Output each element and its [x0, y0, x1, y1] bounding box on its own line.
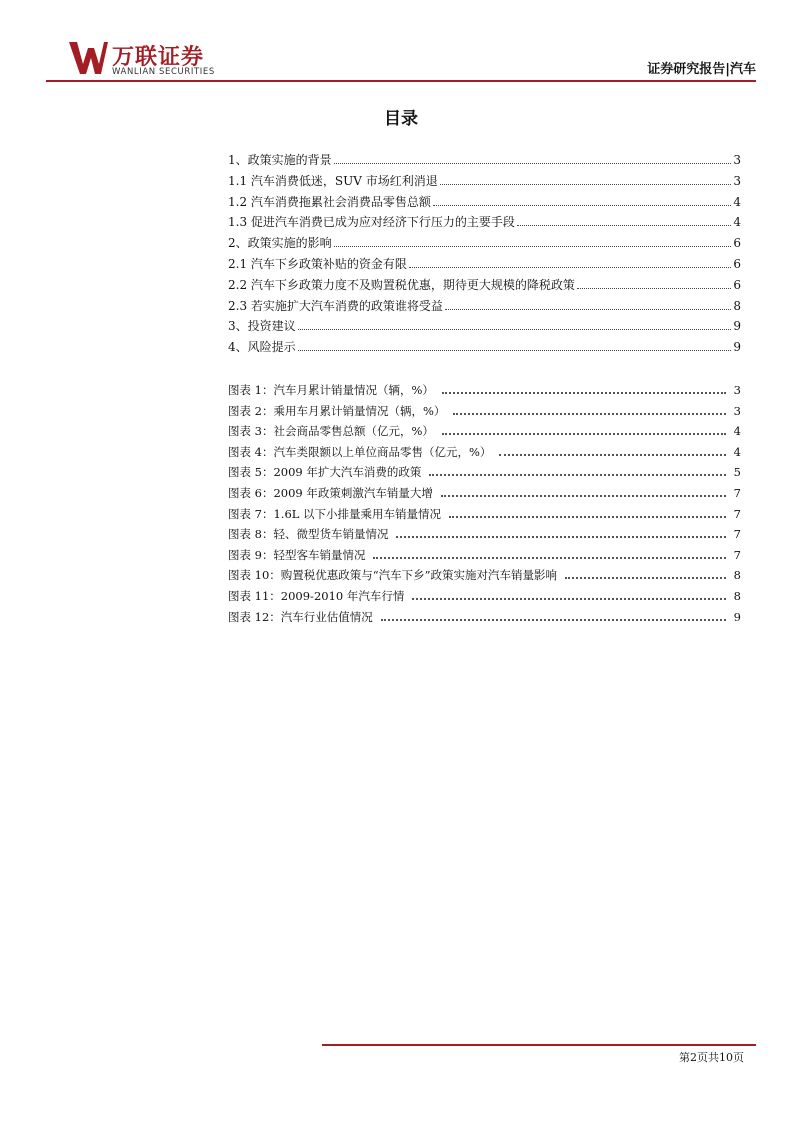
dot-leader — [565, 577, 726, 579]
figure-entry-page: 9 — [733, 609, 741, 624]
toc-entry-label: 1、政策实施的背景 — [228, 153, 332, 167]
dot-leader — [433, 205, 731, 206]
figure-entry-label: 图表 5：2009 年扩大汽车消费的政策 — [228, 465, 422, 480]
figure-entry[interactable] — [228, 462, 741, 483]
figure-entry[interactable] — [228, 380, 741, 401]
figure-entry-label: 图表 1：汽车月累计销量情况（辆，%） — [228, 383, 434, 397]
dot-leader — [442, 392, 726, 394]
figure-entry-label: 图表 9：轻型客车销量情况 — [228, 547, 366, 562]
figure-entry-label: 图表 12：汽车行业估值情况 — [228, 609, 373, 624]
figure-entry-page: 3 — [733, 383, 741, 397]
toc-entry-label: 1.3 促进汽车消费已成为应对经济下行压力的主要手段 — [228, 215, 515, 230]
toc-entry[interactable] — [228, 233, 741, 254]
toc-entry[interactable] — [228, 337, 741, 358]
figure-entry-label: 图表 6：2009 年政策刺激汽车销量大增 — [228, 485, 433, 500]
figure-entry-page: 7 — [733, 506, 741, 521]
dot-leader — [442, 433, 726, 435]
toc-entry-page: 6 — [733, 236, 741, 251]
dot-leader — [440, 184, 732, 185]
toc-entry[interactable] — [228, 171, 741, 192]
dot-leader — [334, 246, 732, 247]
dot-leader — [429, 474, 725, 476]
figure-entry[interactable] — [228, 421, 741, 442]
dot-leader — [412, 598, 725, 600]
toc-entry-label: 2.3 若实施扩大汽车消费的政策谁将受益 — [228, 298, 443, 313]
dot-leader — [334, 163, 732, 164]
dot-leader — [449, 516, 726, 518]
toc-entry-page: 3 — [733, 173, 741, 188]
dot-leader — [396, 536, 725, 538]
dot-leader — [453, 413, 725, 415]
figure-entry[interactable] — [228, 607, 741, 628]
figure-entry-page: 7 — [733, 547, 741, 562]
toc-entry-label: 2.1 汽车下乡政策补贴的资金有限 — [228, 256, 407, 271]
figure-entry[interactable] — [228, 524, 741, 545]
figure-entry[interactable] — [228, 401, 741, 422]
toc-entry-page: 6 — [733, 256, 741, 271]
brand-name-en: WANLIAN SECURITIES — [112, 67, 215, 77]
header-divider — [46, 80, 756, 82]
brand-name-cn: 万联证券 — [112, 45, 205, 70]
dot-leader — [298, 329, 732, 330]
toc-entry-label: 2.2 汽车下乡政策力度不及购置税优惠，期待更大规模的降税政策 — [228, 277, 575, 292]
figure-entry-label: 图表 10：购置税优惠政策与“汽车下乡”政策实施对汽车销量影响 — [228, 568, 558, 583]
figure-entry-label: 图表 2：乘用车月累计销量情况（辆，%） — [228, 403, 446, 418]
toc-entry-page: 9 — [733, 340, 741, 355]
figure-entry-label: 图表 4：汽车类限额以上单位商品零售（亿元，%） — [228, 444, 492, 459]
toc-entry-page: 3 — [733, 153, 741, 167]
dot-leader — [373, 557, 725, 559]
list-of-figures — [228, 380, 741, 627]
figure-entry-page: 7 — [733, 485, 741, 500]
figure-entry-page: 8 — [733, 568, 741, 583]
toc-entry[interactable] — [228, 212, 741, 233]
figure-entry-label: 图表 11：2009-2010 年汽车行情 — [228, 588, 405, 603]
toc-entry-page: 9 — [733, 319, 741, 334]
footer-divider — [322, 1044, 756, 1046]
toc-entry-label: 2、政策实施的影响 — [228, 236, 332, 251]
table-of-contents — [228, 150, 741, 358]
toc-entry[interactable] — [228, 316, 741, 337]
toc-title: 目录 — [384, 109, 418, 129]
figure-entry[interactable] — [228, 504, 741, 525]
figure-entry-page: 8 — [733, 588, 741, 603]
toc-entry-page: 4 — [733, 215, 741, 230]
figure-entry[interactable] — [228, 586, 741, 607]
figure-entry[interactable] — [228, 483, 741, 504]
page-number: 第2页共10页 — [679, 1051, 744, 1064]
figure-entry[interactable] — [228, 442, 741, 463]
figure-entry-page: 3 — [733, 403, 741, 418]
dot-leader — [298, 350, 732, 351]
figure-entry-page: 4 — [733, 424, 741, 439]
figure-entry-page: 7 — [733, 527, 741, 542]
toc-entry-label: 4、风险提示 — [228, 340, 296, 355]
toc-entry[interactable] — [228, 296, 741, 317]
figure-entry-label: 图表 8：轻、微型货车销量情况 — [228, 527, 389, 542]
dot-leader — [517, 225, 731, 226]
toc-entry[interactable] — [228, 275, 741, 296]
toc-entry-page: 6 — [733, 277, 741, 292]
company-logo — [68, 40, 228, 82]
toc-entry[interactable] — [228, 254, 741, 275]
toc-entry-page: 4 — [733, 194, 741, 209]
figure-entry-page: 5 — [733, 465, 741, 480]
wanlian-logo-icon — [68, 40, 108, 76]
dot-leader — [381, 619, 726, 621]
report-category: 证券研究报告|汽车 — [647, 62, 756, 77]
figure-entry-page: 4 — [733, 444, 741, 459]
toc-entry-label: 3、投资建议 — [228, 319, 296, 334]
figure-entry[interactable] — [228, 545, 741, 566]
dot-leader — [577, 288, 731, 289]
toc-entry-label: 1.1 汽车消费低迷，SUV 市场红利消退 — [228, 173, 438, 188]
page-header — [0, 0, 802, 82]
dot-leader — [409, 267, 731, 268]
figure-entry-label: 图表 3：社会商品零售总额（亿元，%） — [228, 424, 434, 439]
figure-entry[interactable] — [228, 565, 741, 586]
dot-leader — [499, 454, 725, 456]
toc-entry-label: 1.2 汽车消费拖累社会消费品零售总额 — [228, 194, 431, 209]
figure-entry-label: 图表 7：1.6L 以下小排量乘用车销量情况 — [228, 506, 442, 521]
dot-leader — [441, 495, 726, 497]
toc-entry[interactable] — [228, 150, 741, 171]
toc-entry[interactable] — [228, 192, 741, 213]
toc-entry-page: 8 — [733, 298, 741, 313]
dot-leader — [445, 309, 731, 310]
